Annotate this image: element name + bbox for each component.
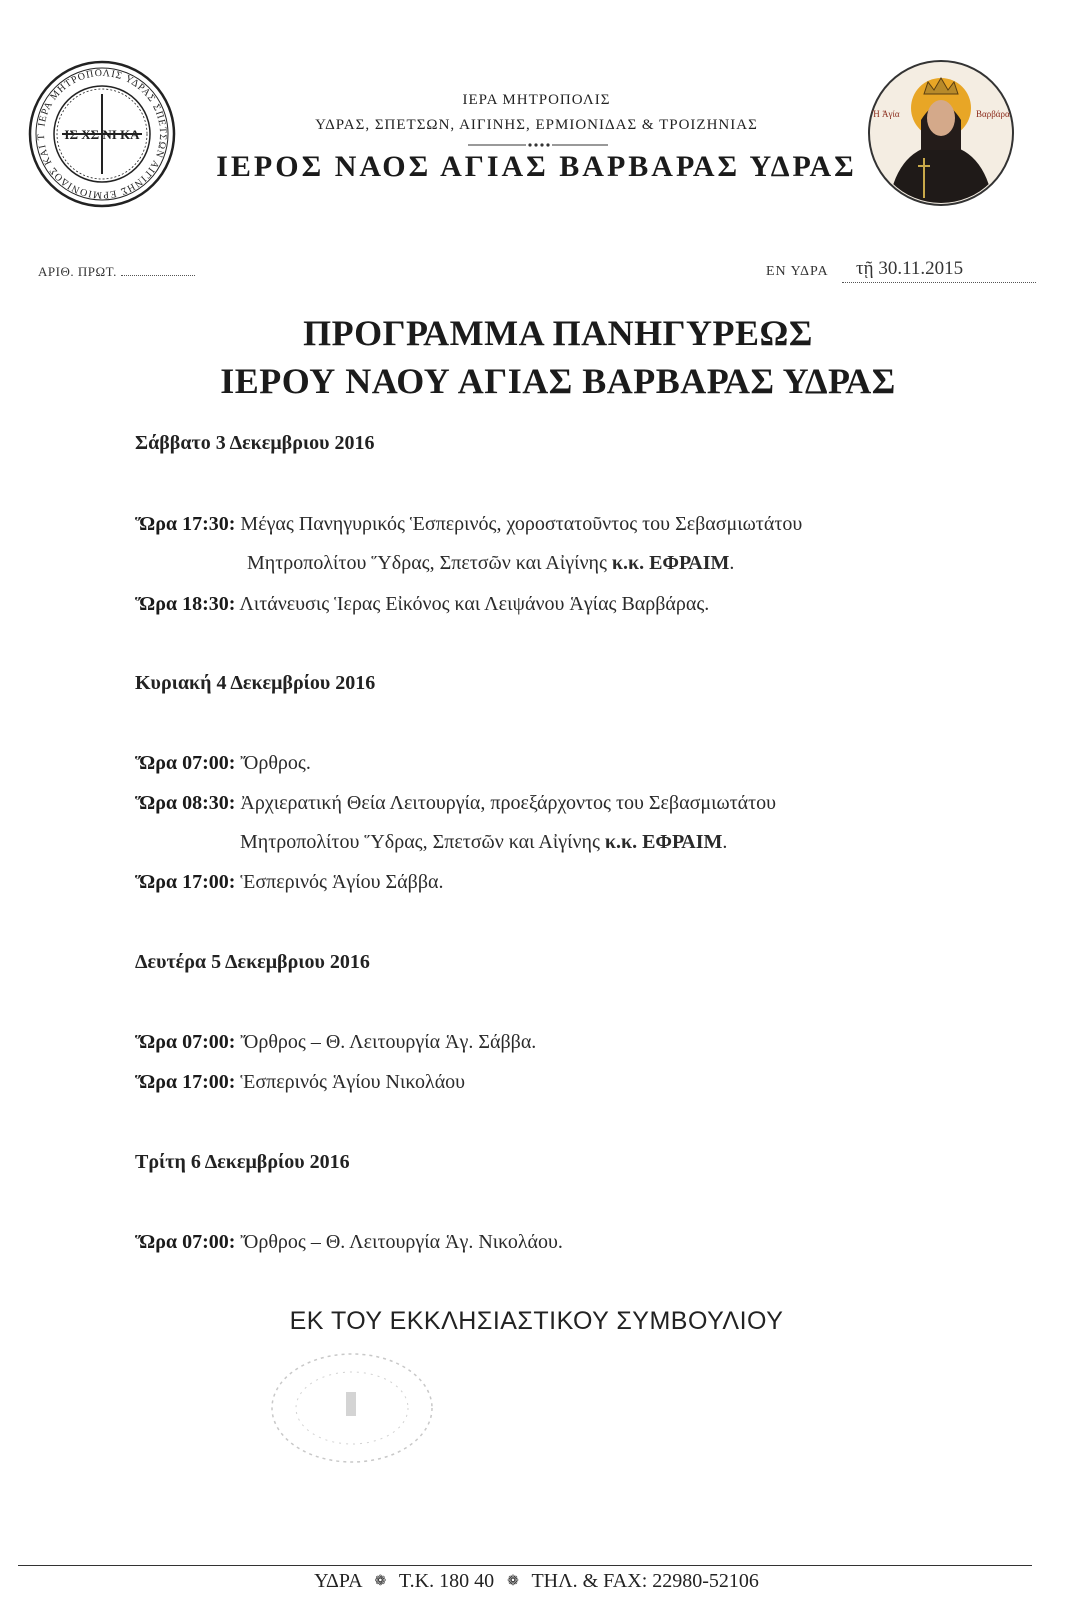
flower-separator-icon: ❁ xyxy=(507,1574,519,1589)
day-heading: Σάββατο 3 Δεκεμβριου 2016 xyxy=(135,432,375,454)
date-dotted-line xyxy=(842,282,1036,283)
event-time: Ὥρα 18:30: xyxy=(135,593,236,615)
metropolis-title: ΙΕΡΑ ΜΗΤΡΟΠΟΛΙΣ xyxy=(462,92,611,108)
bishop-name: κ.κ. ΕΦΡΑΙΜ xyxy=(611,552,730,574)
event-time: Ὥρα 17:00: xyxy=(135,1071,236,1093)
event-text-end: . xyxy=(722,831,728,853)
event-text: Ὄρθρος – Θ. Λειτουργία Ἁγ. Σάββα. xyxy=(240,1031,537,1053)
event-text: Ἀρχιερατική Θεία Λειτουργία, προεξάρχοντος του Σεβασμιωτάτου xyxy=(240,792,777,814)
event-continuation xyxy=(240,831,727,854)
metropolis-dioceses: ΥΔΡΑΣ, ΣΠΕΤΣΩΝ, ΑΙΓΙΝΗΣ, ΕΡΜΙΟΝΙΔΑΣ & ΤΡΟΙΖΗΝΙΑΣ xyxy=(315,117,758,133)
metropolis-seal xyxy=(28,60,176,208)
footer-phone: ΤΗΛ. & FAX: 22980-52106 xyxy=(531,1570,759,1592)
date-place-label: ΕΝ ΥΔΡΑ xyxy=(766,264,829,279)
program-title: ΠΡΟΓΡΑΜΜΑ ΠΑΝΗΓΥΡΕΩΣ xyxy=(303,313,813,353)
event-continuation xyxy=(247,552,734,575)
event-time: Ὥρα 08:30: xyxy=(135,792,236,814)
program-subtitle: ΙΕΡΟΥ ΝΑΟΥ ΑΓΙΑΣ ΒΑΡΒΑΡΑΣ ΥΔΡΑΣ xyxy=(220,361,896,401)
event-time: Ὥρα 07:00: xyxy=(135,1231,236,1253)
day-heading: Δευτέρα 5 Δεκεμβριου 2016 xyxy=(135,951,370,973)
event-text: Ὄρθρος – Θ. Λειτουργία Ἁγ. Νικολάου. xyxy=(240,1231,563,1253)
schedule-item xyxy=(135,1071,465,1094)
saint-barbara-icon xyxy=(866,58,1016,208)
event-text-cont: Μητροπολίτου Ὕδρας, Σπετσῶν και Αἰγίνης xyxy=(247,552,607,574)
flower-separator-icon: ❁ xyxy=(374,1574,387,1589)
event-time: Ὥρα 17:30: xyxy=(135,513,236,535)
schedule-item xyxy=(135,1231,563,1254)
event-text-cont: Μητροπολίτου Ὕδρας, Σπετσῶν και Αἰγίνης xyxy=(240,831,600,853)
footer-postal-code: Τ.Κ. 180 40 xyxy=(398,1570,495,1592)
protocol-blank xyxy=(121,265,195,276)
footer-rule xyxy=(18,1565,1032,1566)
day-heading: Τρίτη 6 Δεκεμβρίου 2016 xyxy=(135,1151,350,1173)
event-time: Ὥρα 07:00: xyxy=(135,1031,236,1053)
footer-contact xyxy=(0,1570,1073,1593)
schedule-item xyxy=(135,513,802,536)
schedule-item xyxy=(135,752,311,775)
event-text: Λιτάνευσις Ἱερας Εἰκόνος και Λειψάνου Ἁγίας Βαρβάρας. xyxy=(239,593,710,615)
event-text: Ὄρθρος. xyxy=(240,752,311,774)
protocol-number xyxy=(38,264,195,280)
svg-text:ΙΕΡΑ ΜΗΤΡΟΠΟΛΙΣ ΥΔΡΑΣ ΣΠΕΤΣΩΝ: ΙΕΡΑ ΜΗΤΡΟΠΟΛΙΣ ΥΔΡΑΣ ΣΠΕΤΣΩΝ ΑΙΓΙΝΗΣ ΕΡΜΙΟΝΙΔΟΣ ΚΑΙ Τ xyxy=(35,67,169,201)
svg-text:Ἡ Ἁγία: Ἡ Ἁγία xyxy=(872,109,900,119)
event-text: Ἑσπερινός Ἁγίου Νικολάου xyxy=(240,1071,466,1093)
event-text: Μέγας Πανηγυρικός Ἑσπερινός, χοροστατοῦντος του Σεβασμιωτάτου xyxy=(240,513,803,535)
footer-city: ΥΔΡΑ xyxy=(314,1570,362,1592)
church-name: ΙΕΡΟΣ ΝΑΟΣ ΑΓΙΑΣ ΒΑΡΒΑΡΑΣ ΥΔΡΑΣ xyxy=(216,150,857,183)
schedule-item xyxy=(135,871,443,894)
day-heading: Κυριακή 4 Δεκεμβρίου 2016 xyxy=(135,672,376,694)
schedule-item xyxy=(135,593,709,616)
document-date: τῇ 30.11.2015 xyxy=(856,258,964,279)
svg-text:Βαρβάρα: Βαρβάρα xyxy=(976,109,1010,119)
faded-stamp xyxy=(262,1350,482,1480)
event-time: Ὥρα 17:00: xyxy=(135,871,236,893)
event-text-end: . xyxy=(729,552,735,574)
svg-text:ΙΣ ΧΣ ΝΙ ΚΑ: ΙΣ ΧΣ ΝΙ ΚΑ xyxy=(64,127,140,142)
event-text: Ἑσπερινός Ἁγίου Σάββα. xyxy=(240,871,444,893)
church-council-signature: ΕΚ ΤΟΥ ΕΚΚΛΗΣΙΑΣΤΙΚΟΥ ΣΥΜΒΟΥΛΙΟΥ xyxy=(289,1307,784,1335)
ornament-divider xyxy=(468,141,608,149)
event-time: Ὥρα 07:00: xyxy=(135,752,236,774)
schedule-item xyxy=(135,1031,536,1054)
bishop-name: κ.κ. ΕΦΡΑΙΜ xyxy=(604,831,723,853)
schedule-item xyxy=(135,792,776,815)
protocol-label: ΑΡΙΘ. ΠΡΩΤ. xyxy=(38,264,117,279)
